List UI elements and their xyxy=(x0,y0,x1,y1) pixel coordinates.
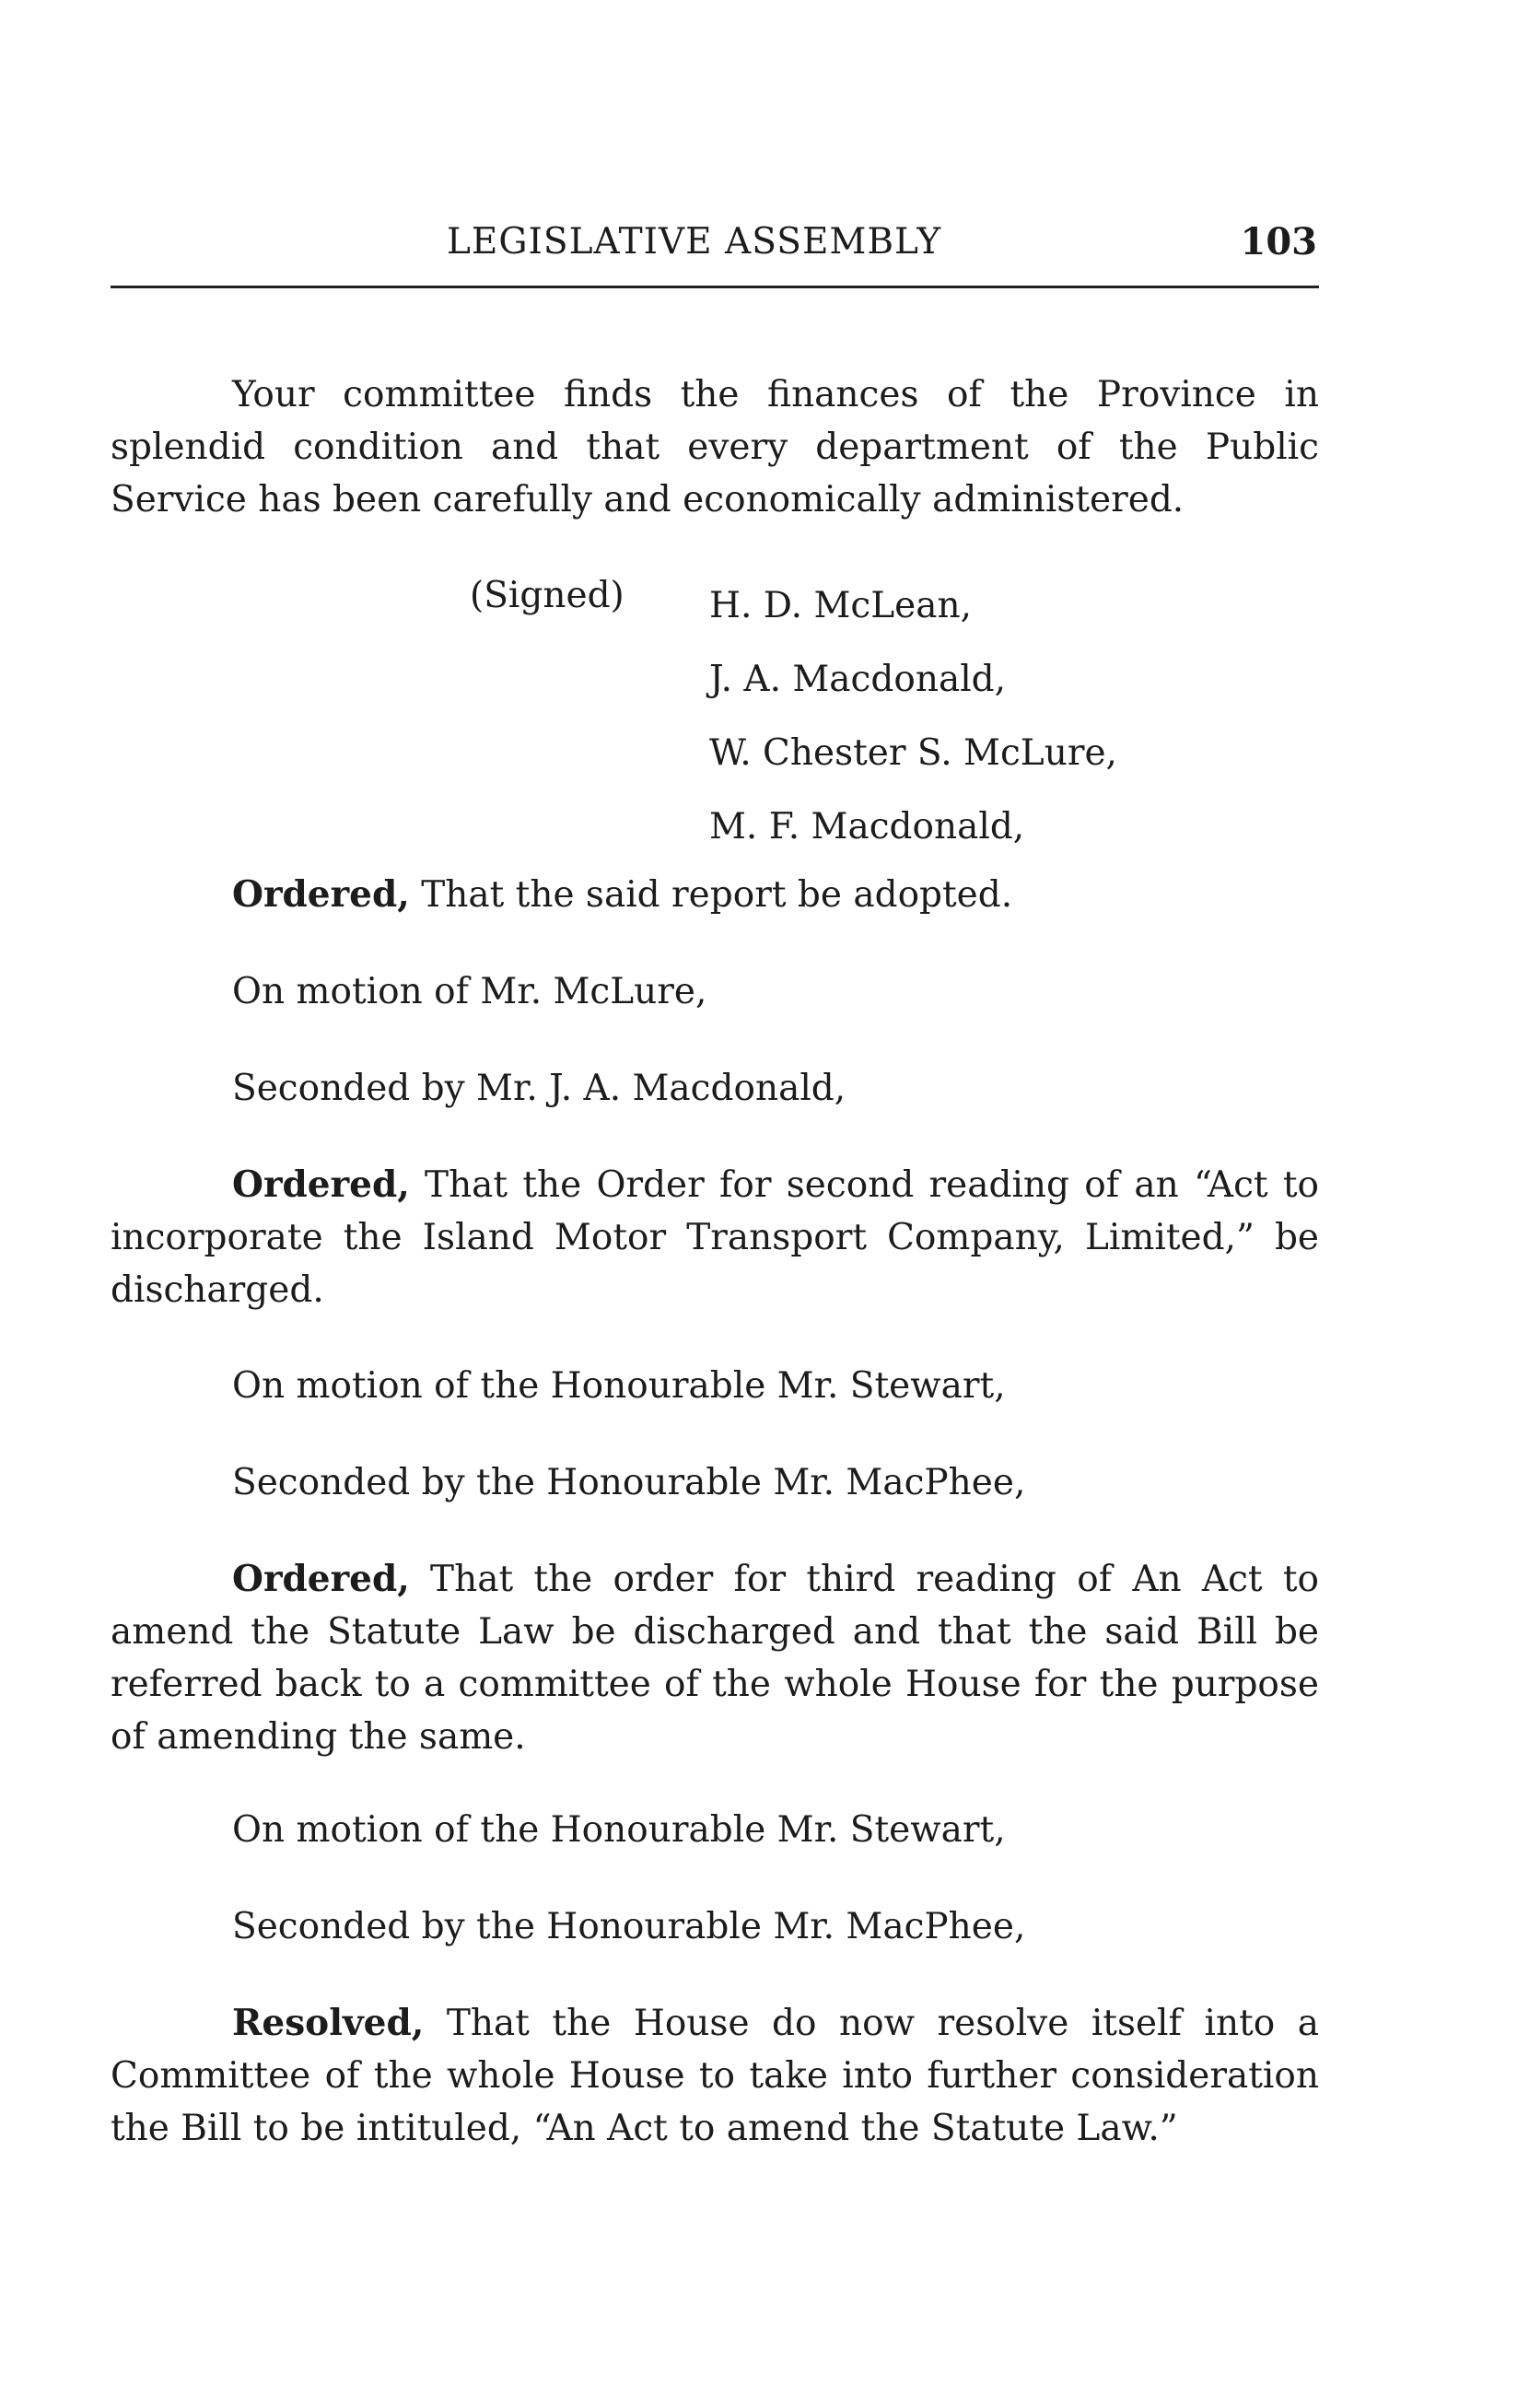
running-title: LEGISLATIVE ASSEMBLY xyxy=(447,221,942,263)
order-text: That the order for third reading of An Act to amend the Statute Law be discharged and that the said Bill be referred back to a committee of the whole House for the purpose of amending the same. xyxy=(111,1559,1319,1758)
signatory-name: M. F. Macdonald, xyxy=(709,806,1025,847)
committee-report-paragraph: Your committee finds the finances of the Province in splendid condition and that every department of the Public Service has been carefully and economically administered. xyxy=(111,374,1319,520)
motion-seconder: Seconded by Mr. J. A. Macdonald, xyxy=(232,1068,846,1109)
page-header xyxy=(111,219,1317,275)
order-adopt-report xyxy=(111,869,1319,921)
signatory-list xyxy=(709,569,1117,864)
resolution-paragraph xyxy=(111,1997,1319,2155)
motion-mover: On motion of the Honourable Mr. Stewart, xyxy=(232,1365,1006,1407)
signatory-name: H. D. McLean, xyxy=(709,585,972,626)
order-lead: Ordered, xyxy=(232,873,410,916)
order-discharge-second-reading xyxy=(111,1159,1319,1316)
resolved-lead: Resolved, xyxy=(232,2002,425,2044)
motion-mover: On motion of Mr. McLure, xyxy=(232,971,707,1012)
resolution-text: That the House do now resolve itself into a Committee of the whole House to take into further consideration the Bill to be intituled, “An Act to amend the Statute Law.” xyxy=(111,2003,1319,2149)
header-rule xyxy=(111,286,1319,288)
motion-mover: On motion of the Honourable Mr. Stewart, xyxy=(232,1809,1006,1851)
order-discharge-third-reading xyxy=(111,1553,1319,1763)
motion-seconder: Seconded by the Honourable Mr. MacPhee, xyxy=(232,1462,1026,1503)
order-lead: Ordered, xyxy=(232,1163,410,1206)
order-text: That the said report be adopted. xyxy=(409,874,1013,916)
signatory-name: W. Chester S. McLure, xyxy=(709,732,1117,774)
signatory-name: J. A. Macdonald, xyxy=(709,659,1007,700)
motion-seconder: Seconded by the Honourable Mr. MacPhee, xyxy=(232,1906,1026,1947)
signed-label: (Signed) xyxy=(470,575,624,616)
order-text: That the Order for second reading of an “Act to incorporate the Island Motor Transport Company, Limited,” be discharged. xyxy=(111,1164,1319,1311)
order-lead: Ordered, xyxy=(232,1558,410,1600)
page-number: 103 xyxy=(1240,220,1317,263)
